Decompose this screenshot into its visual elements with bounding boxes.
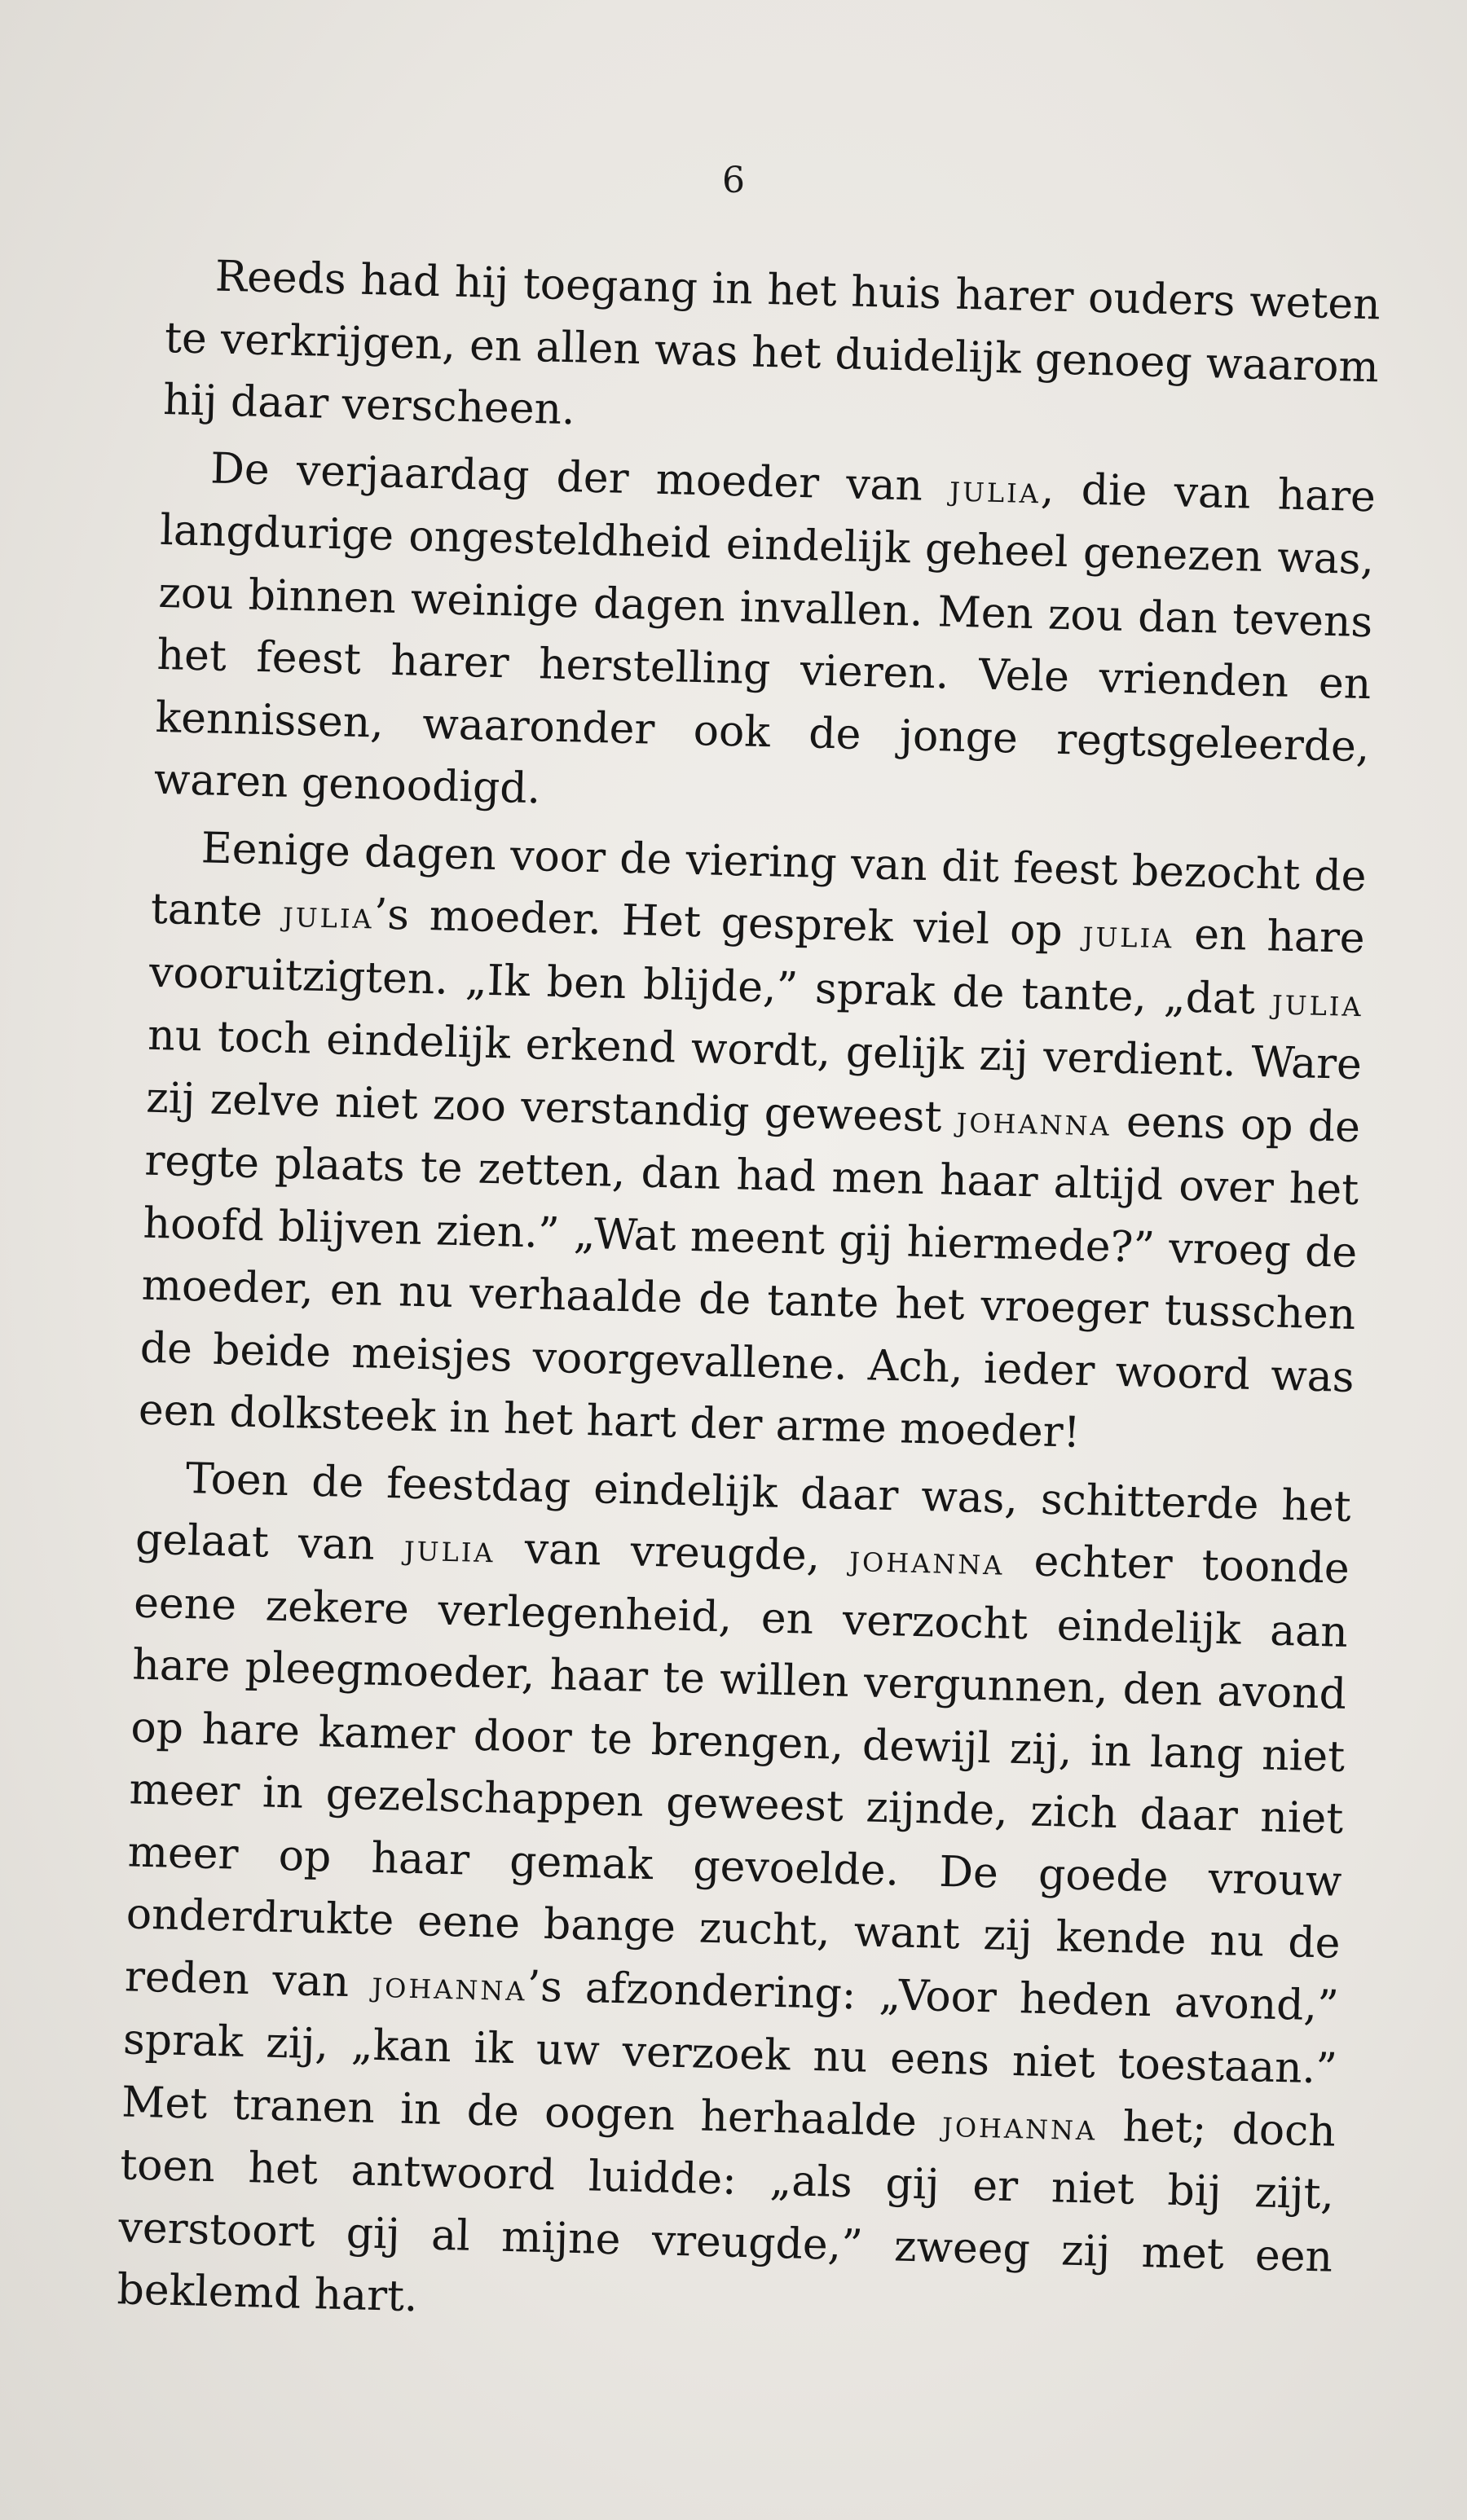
name-julia: julia [282,891,375,938]
text-segment: echter toonde eene zekere verlegenheid, en verzocht eindelijk aan hare pleegmoeder, haar te willen vergunnen, den avond op hare kamer door te brengen, dewijl zij, in lang niet meer in gezelschappen geweest zijnde, zich daar niet meer op haar gemak gevoelde. De goede vrouw onderdrukte eene bange zucht, want zij kende nu de reden van [124,1536,1350,2008]
text-segment: Reeds had hij toegang in het huis harer ouders weten te verkrijgen, en allen was het duidelijk genoeg waarom hij daar verscheen. [162,252,1381,435]
paragraph-1 [162,244,1381,461]
text-segment: De verjaardag der moeder van [209,443,951,512]
text-segment: van vreugde, [494,1524,851,1581]
name-julia: julia [1082,910,1175,957]
text-body [117,244,1381,2355]
paragraph-2 [153,436,1377,840]
name-johanna: johanna [941,2100,1098,2149]
name-johanna: johanna [956,1096,1112,1145]
text-segment: en hare vooruitzigten. „Ik ben blijde,” sprak de tante, „dat [148,909,1366,1024]
name-johanna: johanna [848,1535,1006,1584]
text-segment: het; doch toen het antwoord luidde: „als gij er niet bij zijt, verstoort gij al mijne vreugde,” zweeg zij met een beklemd hart. [116,2101,1337,2322]
text-segment: Eenige dagen voor de viering van dit feest bezocht de tante [150,823,1368,937]
text-segment: , die van hare langdurige ongesteldheid eindelijk geheel genezen was, zou binnen weinige dagen invallen. Men zou dan tevens het feest harer herstelling vieren. Vele vrienden en kennissen, waaronder ook de jonge regtsgeleerde, waren genoodigd. [153,464,1377,814]
text-segment: ’s moeder. Het gesprek viel op [373,890,1084,957]
text-segment: eens op de regte plaats te zetten, dan had men haar altijd over het hoofd blijven zien.” „Wat meent gij hiermede?” vroeg de moeder, en nu verhaalde de tante het vroeger tusschen de beide meisjes voorgevallene. Ach, ieder woord was een dolksteek in het hart der arme moeder! [138,1097,1361,1458]
text-segment: ’s afzondering: „Voor heden avond,” sprak zij, „kan ik uw verzoek nu eens niet toestaan.” Met tranen in de oogen herhaalde [121,1961,1340,2147]
name-julia: julia [949,465,1042,512]
name-johanna: johanna [371,1961,528,2009]
text-segment: nu toch eindelijk erkend wordt, gelijk zij verdient. Ware zij zelve niet zoo verstandig geweest [145,1010,1363,1142]
paragraph-3 [138,816,1367,1471]
page-number: 6 [722,160,745,201]
paragraph-4 [117,1446,1352,2351]
name-julia: julia [403,1524,496,1572]
name-julia: julia [1271,978,1364,1025]
text-segment: Toen de feestdag eindelijk daar was, schitterde het gelaat van [134,1454,1352,1571]
